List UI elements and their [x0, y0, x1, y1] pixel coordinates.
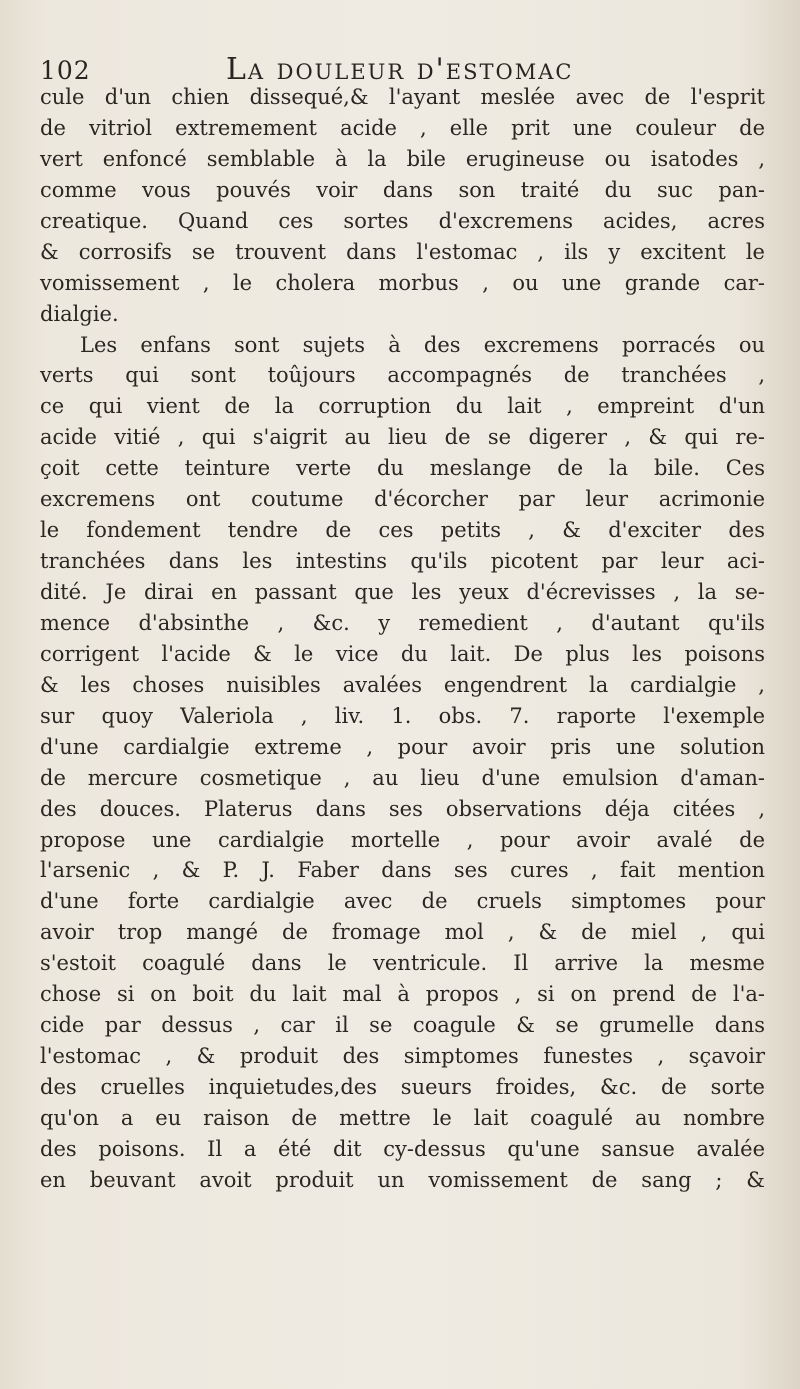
text-line: corrigent l'acide & le vice du lait. De plus les poisons — [40, 641, 765, 666]
running-head: La douleur d'estomac — [226, 52, 574, 87]
text-line: vomissement , le cholera morbus , ou une grande car- — [40, 270, 765, 295]
text-line: des poisons. Il a été dit cy-dessus qu'une sansue avalée — [40, 1136, 765, 1161]
text-line: dité. Je dirai en passant que les yeux d'écrevisses , la se- — [40, 580, 765, 604]
text-line: d'une forte cardialgie avec de cruels simptomes pour — [40, 889, 765, 914]
text-line: le fondement tendre de ces petits , & d'exciter des — [40, 518, 765, 543]
text-line: en beuvant avoit produit un vomissement de sang ; & — [40, 1167, 765, 1192]
text-line: ce qui vient de la corruption du lait , empreint d'un — [40, 394, 765, 419]
body-text — [40, 82, 765, 1196]
page-number: 102 — [40, 56, 91, 85]
text-line: creatique. Quand ces sortes d'excremens acides, acres — [40, 208, 765, 233]
text-line: des douces. Platerus dans ses observations déja citées , — [40, 796, 765, 821]
text-line: l'estomac , & produit des simptomes funestes , sçavoir — [40, 1044, 765, 1069]
text-line: & corrosifs se trouvent dans l'estomac , ils y excitent le — [40, 239, 765, 264]
text-line: çoit cette teinture verte du meslange de la bile. Ces — [40, 456, 765, 481]
text-line: vert enfoncé semblable à la bile erugineuse ou isatodes , — [40, 146, 765, 171]
paragraph-first-line: Les enfans sont sujets à des excremens porracés ou — [80, 332, 765, 357]
text-line: s'estoit coagulé dans le ventricule. Il arrive la mesme — [40, 951, 765, 976]
text-line: mence d'absinthe , &c. y remedient , d'autant qu'ils — [40, 610, 765, 635]
text-line: de mercure cosmetique , au lieu d'une emulsion d'aman- — [40, 765, 765, 790]
text-line: chose si on boit du lait mal à propos , si on prend de l'a- — [40, 982, 765, 1007]
text-line: l'arsenic , & P. J. Faber dans ses cures , fait mention — [40, 858, 765, 883]
text-line: cide par dessus , car il se coagule & se grumelle dans — [40, 1013, 765, 1038]
text-line: tranchées dans les intestins qu'ils picotent par leur aci- — [40, 549, 765, 574]
text-line: de vitriol extremement acide , elle prit une couleur de — [40, 115, 765, 140]
text-line: qu'on a eu raison de mettre le lait coagulé au nombre — [40, 1105, 765, 1130]
text-line: propose une cardialgie mortelle , pour avoir avalé de — [40, 827, 765, 852]
text-line: & les choses nuisibles avalées engendrent la cardialgie , — [40, 672, 765, 697]
text-line: comme vous pouvés voir dans son traité du suc pan- — [40, 177, 765, 202]
text-line: sur quoy Valeriola , liv. 1. obs. 7. raporte l'exemple — [40, 703, 765, 728]
text-line: des cruelles inquietudes,des sueurs froides, &c. de sorte — [40, 1075, 765, 1099]
text-line: acide vitié , qui s'aigrit au lieu de se digerer , & qui re- — [40, 425, 765, 450]
text-line: verts qui sont toûjours accompagnés de tranchées , — [40, 363, 765, 388]
text-line: cule d'un chien dissequé,& l'ayant meslée avec de l'esprit — [40, 85, 765, 109]
text-line: d'une cardialgie extreme , pour avoir pris une solution — [40, 734, 765, 759]
text-line: avoir trop mangé de fromage mol , & de miel , qui — [40, 920, 765, 945]
text-line: dialgie. — [40, 301, 119, 326]
text-line: excremens ont coutume d'écorcher par leur acrimonie — [40, 487, 765, 512]
